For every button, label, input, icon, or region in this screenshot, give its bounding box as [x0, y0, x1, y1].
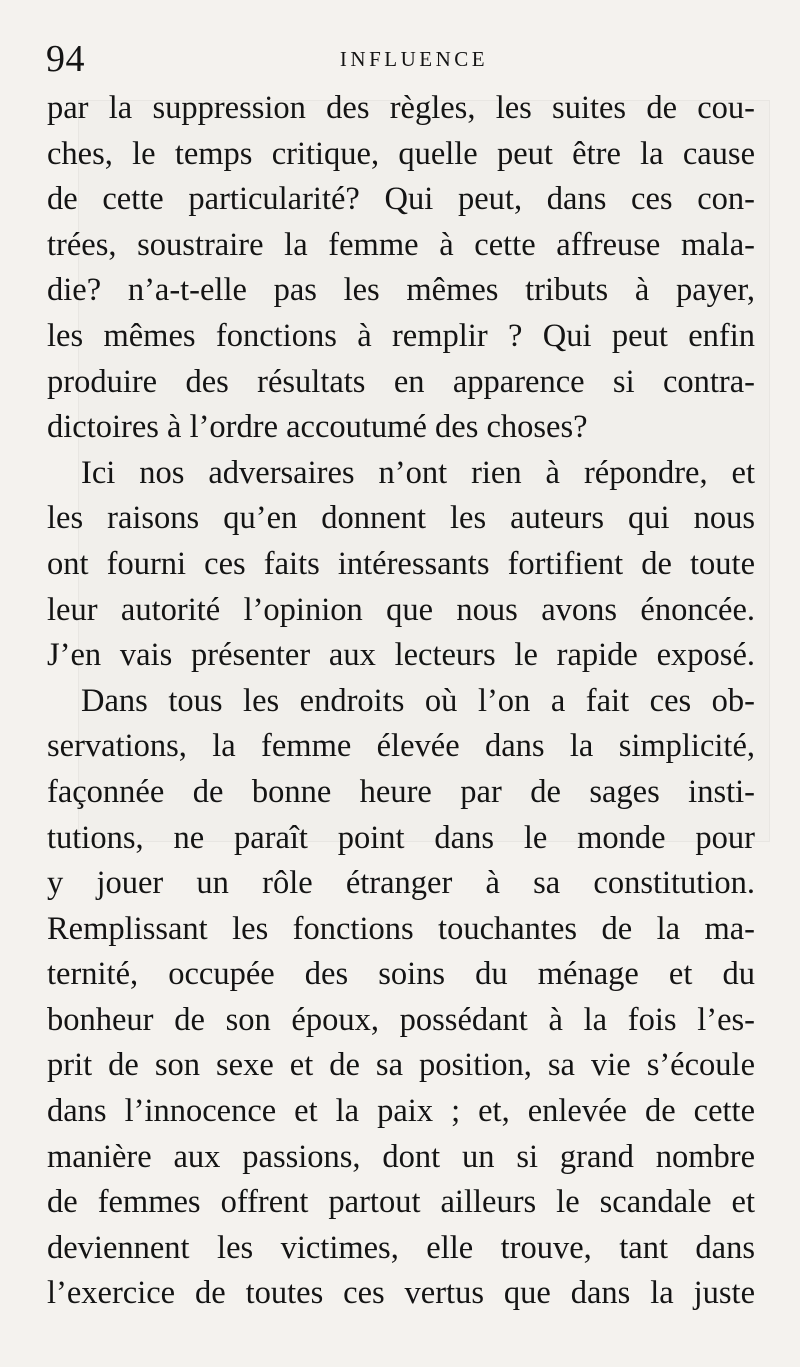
text-line: Dans tous les endroits où l’on a fait ces ob- [81, 682, 755, 719]
text-line: façonnée de bonne heure par de sages insti- [47, 773, 755, 810]
text-line: servations, la femme élevée dans la simplicité, [47, 728, 755, 765]
text-line: Remplissant les fonctions touchantes de la ma- [47, 910, 755, 947]
page-number: 94 [46, 38, 85, 80]
text-line: die? n’a-t-elle pas les mêmes tributs à payer, [47, 272, 755, 309]
text-line: bonheur de son époux, possédant à la fois l’es- [47, 1001, 755, 1038]
text-line: y jouer un rôle étranger à sa constitution. [47, 865, 755, 902]
text-line: leur autorité l’opinion que nous avons énoncée. [47, 591, 755, 628]
page-header [46, 34, 752, 84]
text-line: les raisons qu’en donnent les auteurs qui nous [47, 500, 755, 537]
text-line: dans l’innocence et la paix ; et, enlevée de cette [47, 1093, 755, 1130]
text-line: ont fourni ces faits intéressants fortifient de toute [47, 545, 755, 582]
text-line: de femmes offrent partout ailleurs le scandale et [47, 1184, 755, 1221]
text-line: produire des résultats en apparence si contra- [47, 363, 755, 400]
text-line: l’exercice de toutes ces vertus que dans la juste [47, 1275, 755, 1312]
text-line: deviennent les victimes, elle trouve, tant dans [47, 1229, 755, 1266]
text-line: de cette particularité? Qui peut, dans ces con- [47, 181, 755, 218]
text-line: ternité, occupée des soins du ménage et du [47, 956, 755, 993]
text-line: par la suppression des règles, les suites de cou- [47, 90, 755, 126]
text-line: ches, le temps critique, quelle peut être la cause [47, 135, 755, 172]
text-line: les mêmes fonctions à remplir ? Qui peut enfin [47, 317, 755, 354]
body-text [47, 86, 755, 1317]
text-line: prit de son sexe et de sa position, sa vie s’écoule [47, 1047, 755, 1084]
text-line: dictoires à l’ordre accoutumé des choses? [47, 409, 588, 446]
running-head: INFLUENCE [339, 47, 489, 71]
text-line: tutions, ne paraît point dans le monde pour [47, 819, 755, 856]
text-line: Ici nos adversaires n’ont rien à répondre, et [81, 454, 755, 491]
text-line: trées, soustraire la femme à cette affreuse mala- [47, 226, 755, 263]
text-line: manière aux passions, dont un si grand nombre [47, 1138, 755, 1175]
text-line: J’en vais présenter aux lecteurs le rapide exposé. [47, 637, 755, 674]
